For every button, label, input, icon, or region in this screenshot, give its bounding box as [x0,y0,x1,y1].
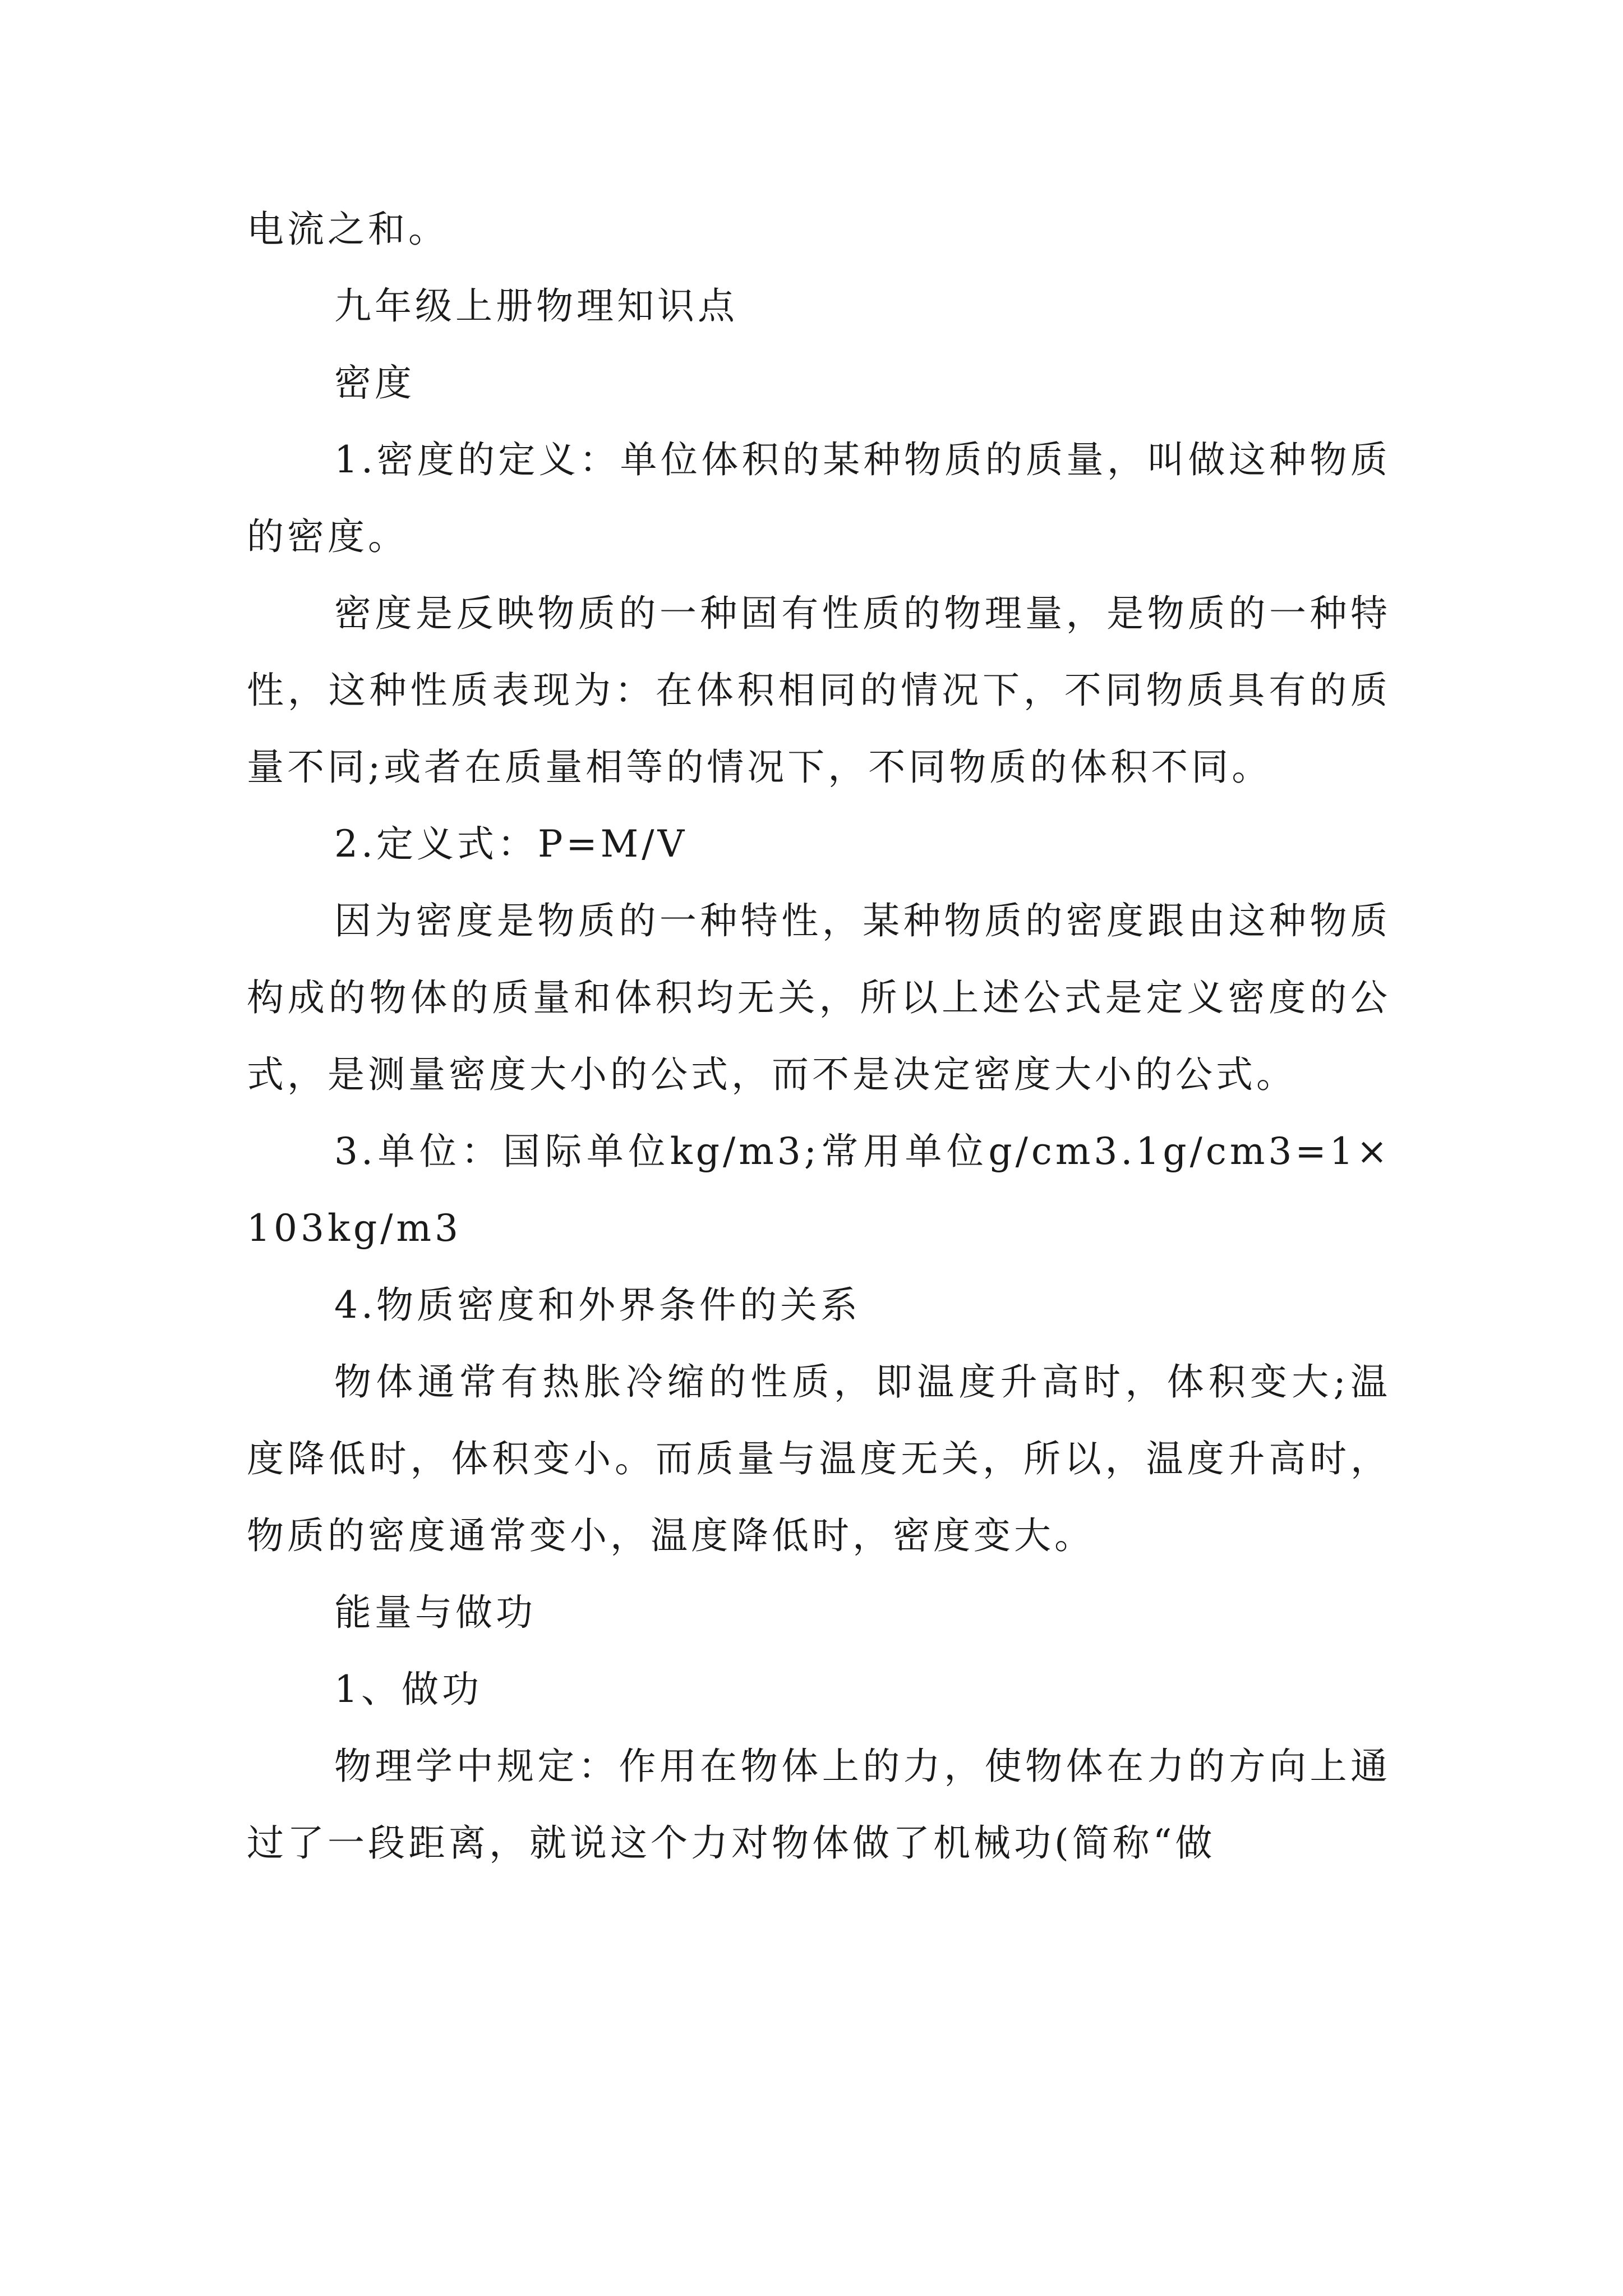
subsection-heading-density: 密度 [334,361,415,404]
document-body [247,191,1391,1881]
paragraph-work-heading: 1、做功 [334,1668,482,1711]
paragraph-continuation: 电流之和。 [247,208,449,251]
paragraph-density-temperature: 物体通常有热胀冷缩的性质，即温度升高时，体积变大;温度降低时，体积变小。而质量与温度无关，所以，温度升高时，物质的密度通常变小，温度降低时，密度变大。 [247,1360,1391,1557]
section-title: 九年级上册物理知识点 [334,284,738,328]
paragraph-density-formula-note: 因为密度是物质的一种特性，某种物质的密度跟由这种物质构成的物体的质量和体积均无关，所以上述公式是定义密度的公式，是测量密度大小的公式，而不是决定密度大小的公式。 [247,899,1391,1096]
paragraph-density-conditions-heading: 4.物质密度和外界条件的关系 [334,1283,861,1327]
subsection-heading-energy-work: 能量与做功 [334,1591,536,1634]
paragraph-density-property: 密度是反映物质的一种固有性质的物理量，是物质的一种特性，这种性质表现为：在体积相同的情况下，不同物质具有的质量不同;或者在质量相等的情况下，不同物质的体积不同。 [247,592,1391,789]
paragraph-density-units: 3.单位：国际单位kg/m3;常用单位g/cm3.1g/cm3=1×103kg/m3 [247,1130,1391,1250]
paragraph-density-formula: 2.定义式：P=M/V [334,822,688,866]
paragraph-density-definition: 1.密度的定义：单位体积的某种物质的质量，叫做这种物质的密度。 [247,438,1391,558]
paragraph-work-definition: 物理学中规定：作用在物体上的力，使物体在力的方向上通过了一段距离，就说这个力对物体做了机械功(简称“做 [247,1745,1391,1865]
